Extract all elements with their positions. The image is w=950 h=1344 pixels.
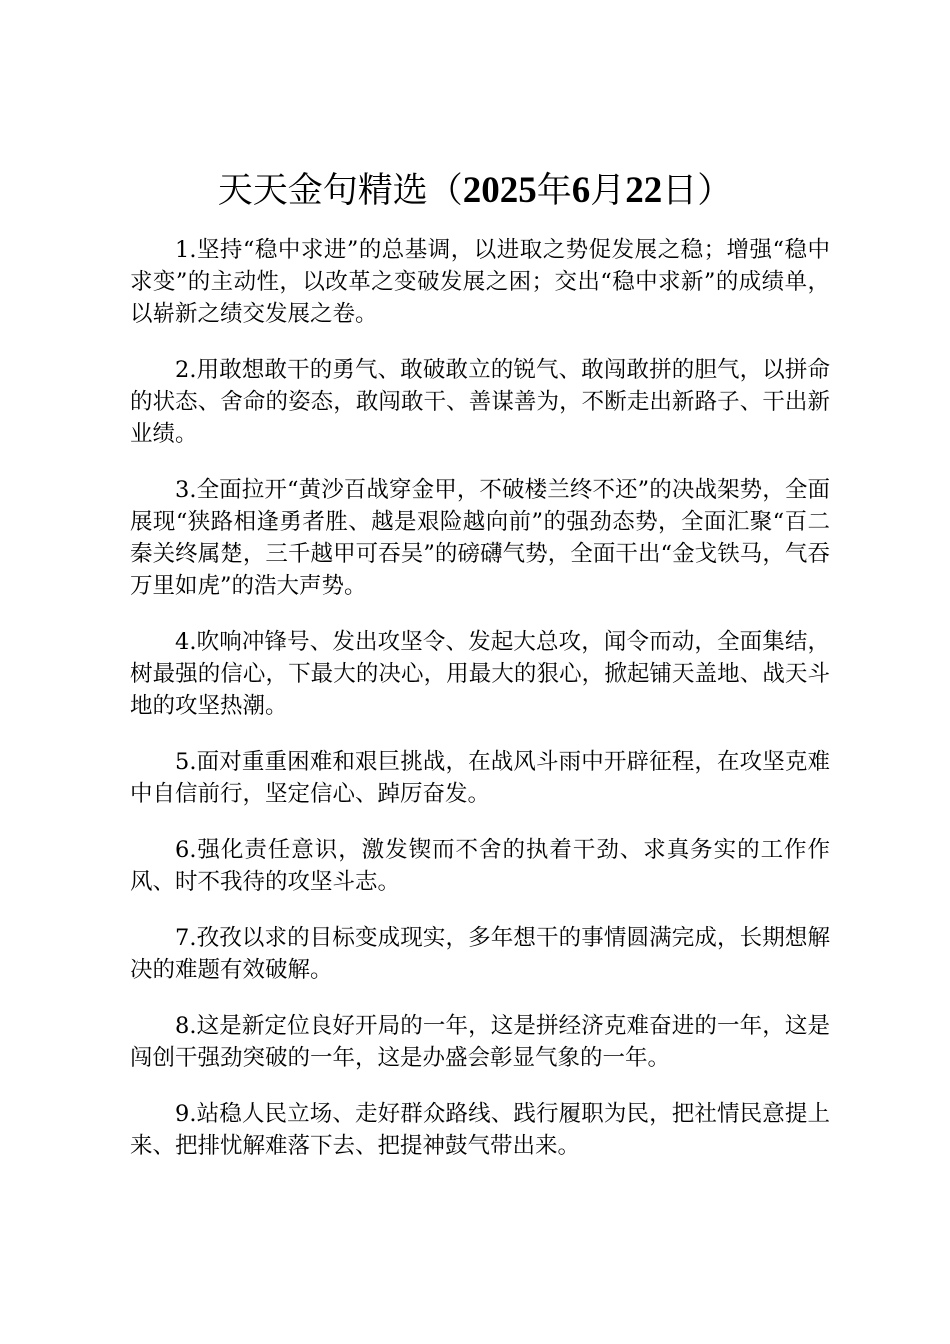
document-body: [130, 234, 830, 1186]
document-title: [0, 168, 950, 214]
paragraph-6: 6.强化责任意识，激发锲而不舍的执着干劲、求真务实的工作作风、时不我待的攻坚斗志。: [130, 837, 830, 895]
paragraph-5: 5.面对重重困难和艰巨挑战，在战风斗雨中开辟征程，在攻坚克难中自信前行，坚定信心、踔厉奋发。: [130, 749, 830, 807]
title-year: 2025: [462, 170, 537, 211]
paragraph-4: 4.吹响冲锋号、发出攻坚令、发起大总攻，闻令而动，全面集结，树最强的信心，下最大的决心，用最大的狠心，掀起铺天盖地、战天斗地的攻坚热潮。: [130, 629, 830, 719]
paragraph-9: 9.站稳人民立场、走好群众路线、践行履职为民，把社情民意提上来、把排忧解难落下去、把提神鼓气带出来。: [130, 1101, 830, 1159]
paragraph-3: 3.全面拉开“黄沙百战穿金甲，不破楼兰终不还”的决战架势，全面展现“狭路相逢勇者胜、越是艰险越向前”的强劲态势，全面汇聚“百二秦关终属楚，三千越甲可吞吴”的磅礴气势，全面干出“金戈铁马，气吞万里如虎”的浩大声势。: [130, 477, 830, 599]
paragraph-8: 8.这是新定位良好开局的一年，这是拼经济克难奋进的一年，这是闯创干强劲突破的一年，这是办盛会彰显气象的一年。: [130, 1013, 830, 1071]
paragraph-2: 2.用敢想敢干的勇气、敢破敢立的锐气、敢闯敢拼的胆气，以拼命的状态、舍命的姿态，敢闯敢干、善谋善为，不断走出新路子、干出新业绩。: [130, 357, 830, 447]
paragraph-1: 1.坚持“稳中求进”的总基调，以进取之势促发展之稳；增强“稳中求变”的主动性，以改革之变破发展之困；交出“稳中求新”的成绩单，以崭新之绩交发展之卷。: [130, 237, 830, 327]
title-day-suffix: 日）: [662, 171, 733, 211]
paragraph-7: 7.孜孜以求的目标变成现实，多年想干的事情圆满完成，长期想解决的难题有效破解。: [130, 925, 830, 983]
title-prefix: 天天金句精选（: [217, 171, 463, 211]
title-year-suffix: 年: [536, 171, 572, 211]
title-month: 6: [571, 170, 591, 211]
title-day: 22: [625, 170, 663, 211]
title-month-suffix: 月: [590, 171, 626, 211]
